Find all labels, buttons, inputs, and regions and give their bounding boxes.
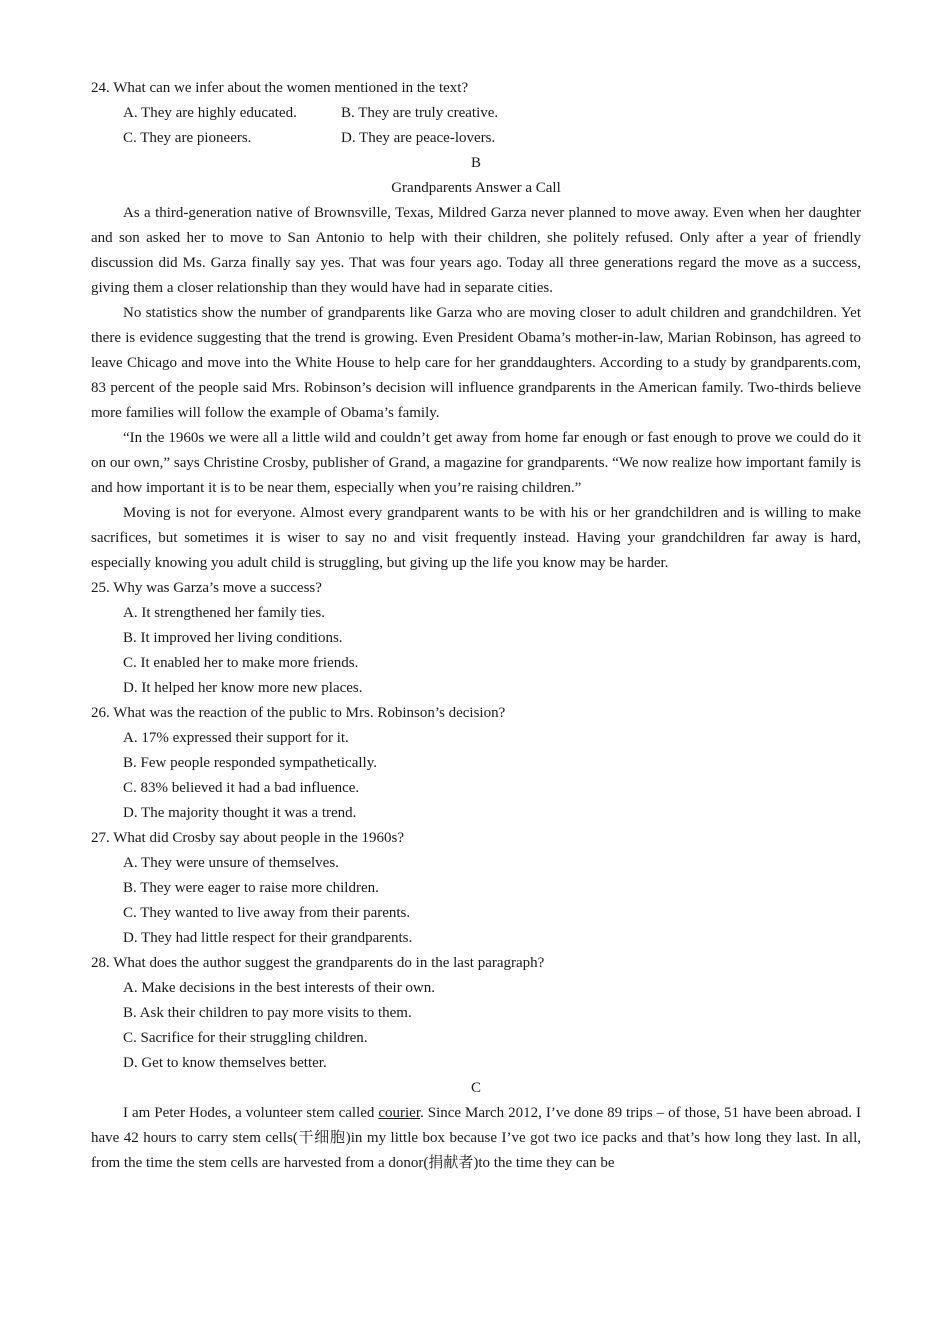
- option-d: D. They had little respect for their grandparents.: [123, 930, 413, 946]
- exam-page: [91, 76, 861, 1176]
- question-text: 25. Why was Garza’s move a success?: [91, 580, 322, 596]
- question-text: 24. What can we infer about the women mentioned in the text?: [91, 80, 469, 96]
- question-26: [91, 701, 861, 826]
- option-b: B. Few people responded sympathetically.: [123, 755, 377, 771]
- option-c: C. 83% believed it had a bad influence.: [123, 780, 360, 796]
- option-d: D. Get to know themselves better.: [123, 1055, 327, 1071]
- underlined-term: courier: [378, 1105, 421, 1121]
- paragraph: Moving is not for everyone. Almost every grandparent wants to be with his or her grandchildren and is willing to make sacrifices, but sometimes it is wiser to say no and visit frequently instead. Having your grandchildren far away is hard, especially knowing you adult child is struggling, but giving up the life you know may be harder.: [91, 505, 861, 571]
- paragraph: No statistics show the number of grandparents like Garza who are moving closer to adult children and grandchildren. Yet there is evidence suggesting that the trend is growing. Even President Obama’s mother-in-law, Marian Robinson, has agreed to leave Chicago and move into the White House to help care for her granddaughters. According to a study by grandparents.com, 83 percent of the people said Mrs. Robinson’s decision will influence grandparents in the American family. Two-thirds believe more families will follow the example of Obama’s family.: [91, 305, 861, 421]
- paragraph: As a third-generation native of Brownsville, Texas, Mildred Garza never planned to move away. Even when her daughter and son asked her to move to San Antonio to help with their children, she politely refused. Only after a year of friendly discussion did Ms. Garza finally say yes. That was four years ago. Today all three generations regard the move as a success, giving them a closer relationship than they would have had in separate cities.: [91, 205, 861, 296]
- passage-title: Grandparents Answer a Call: [391, 180, 561, 196]
- option-b: B. It improved her living conditions.: [123, 630, 343, 646]
- option-b: B. They are truly creative.: [341, 105, 499, 121]
- option-b: B. Ask their children to pay more visits to them.: [123, 1005, 412, 1021]
- question-24: [91, 76, 861, 151]
- option-c: C. They wanted to live away from their parents.: [123, 905, 411, 921]
- question-text: 27. What did Crosby say about people in the 1960s?: [91, 830, 405, 846]
- option-a: A. It strengthened her family ties.: [123, 605, 326, 621]
- passage-b: [91, 151, 861, 576]
- section-label: C: [470, 1080, 481, 1096]
- option-a: A. They were unsure of themselves.: [123, 855, 339, 871]
- option-a: A. 17% expressed their support for it.: [123, 730, 349, 746]
- question-text: 28. What does the author suggest the grandparents do in the last paragraph?: [91, 955, 545, 971]
- passage-c: [91, 1076, 861, 1176]
- option-c: C. It enabled her to make more friends.: [123, 655, 359, 671]
- question-28: [91, 951, 861, 1076]
- question-27: [91, 826, 861, 951]
- paragraph: [91, 1101, 861, 1176]
- option-d: D. They are peace-lovers.: [341, 130, 496, 146]
- option-d: D. The majority thought it was a trend.: [123, 805, 357, 821]
- option-b: B. They were eager to raise more children.: [123, 880, 379, 896]
- paragraph-text: I am Peter Hodes, a volunteer stem called: [123, 1105, 379, 1121]
- option-d: D. It helped her know more new places.: [123, 680, 363, 696]
- paragraph: “In the 1960s we were all a little wild and couldn’t get away from home far enough or fast enough to prove we could do it on our own,” says Christine Crosby, publisher of Grand, a magazine for grandparents. “We now realize how important family is and how important it is to be near them, especially when you’re raising children.”: [91, 430, 861, 496]
- section-label: B: [470, 155, 481, 171]
- option-a: A. They are highly educated.: [123, 105, 297, 121]
- option-row: [91, 101, 861, 126]
- option-a: A. Make decisions in the best interests of their own.: [123, 980, 436, 996]
- question-text: 26. What was the reaction of the public to Mrs. Robinson’s decision?: [91, 705, 506, 721]
- option-row: [91, 126, 861, 151]
- option-c: C. They are pioneers.: [123, 130, 252, 146]
- option-c: C. Sacrifice for their struggling children.: [123, 1030, 368, 1046]
- paragraph-text: . Since March 2012, I’ve done 89 trips – of those, 51 have been abroad. I have 42 hours to carry stem cells(干细胞)in my little box because I’ve got two ice packs and that’s how long they last. In all, from the time the stem cells are harvested from a donor(捐献者)to the time they can be: [91, 1105, 861, 1171]
- question-25: [91, 576, 861, 701]
